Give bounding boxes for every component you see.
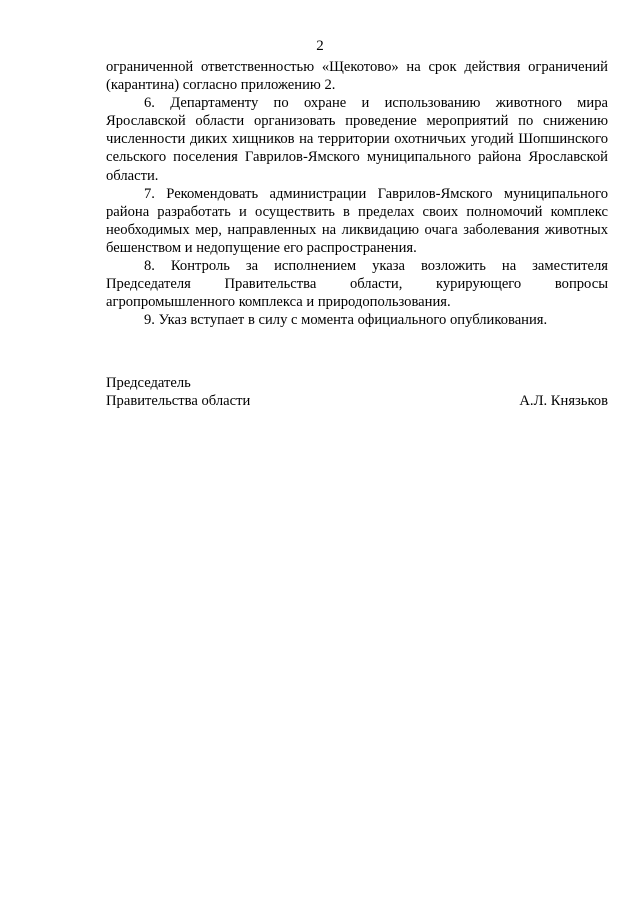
document-body [106, 58, 608, 329]
signature-row [106, 392, 608, 410]
signatory-title-line-1: Председатель [106, 375, 191, 391]
paragraph-item-8: 8. Контроль за исполнением указа возложить на заместителя Председателя Правительства области, курирующего вопросы агропромышленного комплекса и природопользования. [106, 258, 608, 311]
paragraph-item-6: 6. Департаменту по охране и использованию животного мира Ярославской области организовать проведение мероприятий по снижению численности диких хищников на территории охотничьих угодий Шопшинского сельского поселения Гаврилов-Ямского муниципального района Ярославской области. [106, 95, 608, 184]
paragraph-item-7: 7. Рекомендовать администрации Гаврилов-Ямского муниципального района разработать и осуществить в пределах своих полномочий комплекс необходимых мер, направленных на ликвидацию очага заболевания животных бешенством и недопущение его распространения. [106, 185, 608, 256]
paragraph-continuation: ограниченной ответственностью «Щекотово» на срок действия ограничений (карантина) согласно приложению 2. [106, 59, 608, 94]
paragraph-item-9: 9. Указ вступает в силу с момента официального опубликования. [144, 312, 548, 329]
page-number: 2 [316, 38, 324, 54]
signatory-name: А.Л. Князьков [519, 393, 608, 410]
signature-block [106, 374, 608, 410]
signatory-title-line-2: Правительства области [106, 393, 251, 410]
